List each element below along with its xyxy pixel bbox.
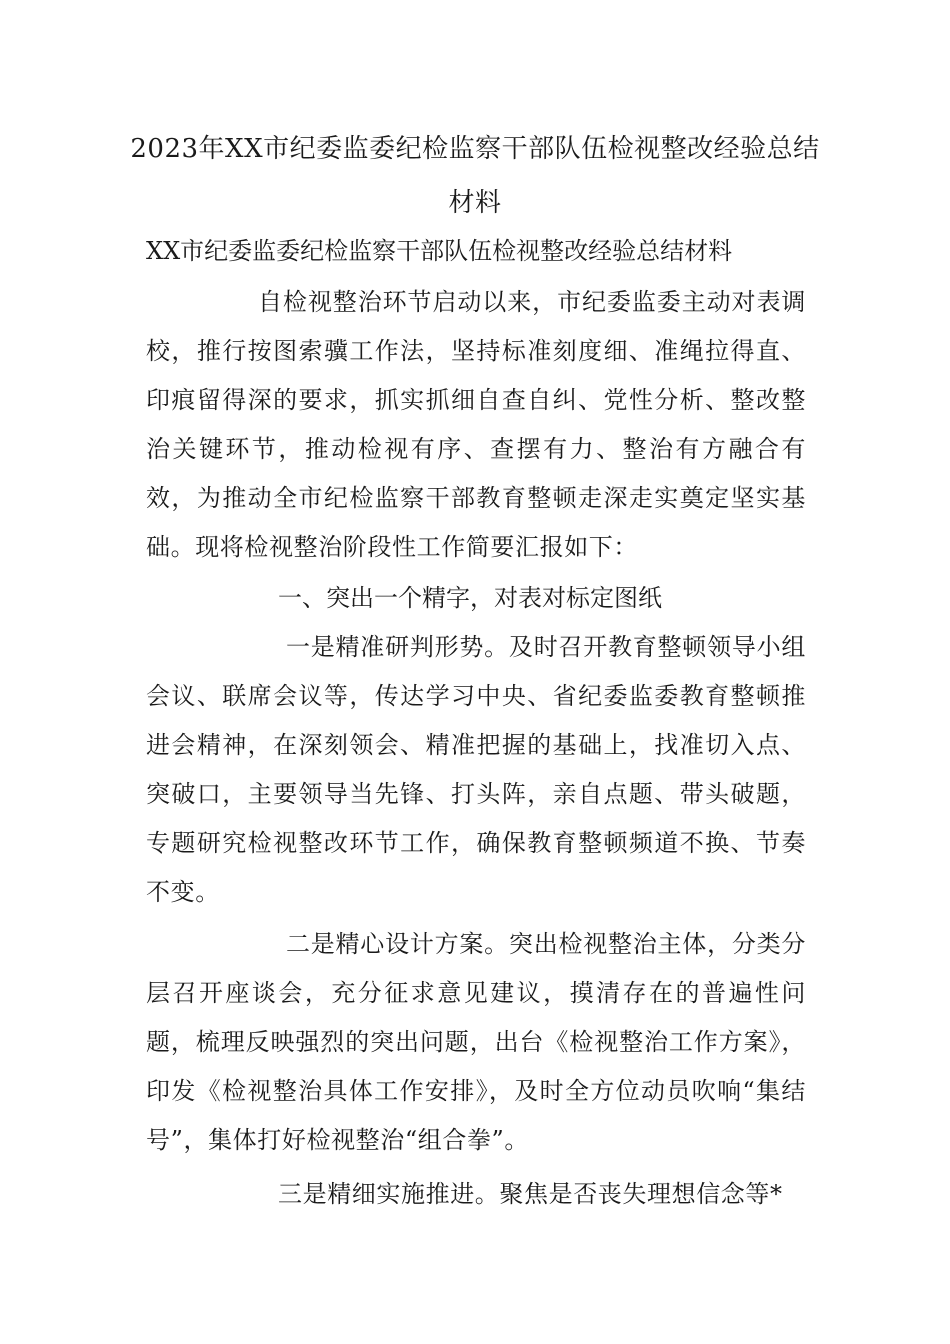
paragraph-3: 三是精细实施推进。聚焦是否丧失理想信念等* <box>278 1180 783 1208</box>
paragraph-1: 一是精准研判形势。及时召开教育整顿领导小组会议、联席会议等，传达学习中央、省纪委监委教育整顿推进会精神，在深刻领会、精准把握的基础上，找准切入点、突破口，主要领导当先锋、打头阵，亲自点题、带头破题，专题研究检视整改环节工作，确保教育整顿频道不换、节奏不变。 <box>146 633 806 906</box>
document-title: 2023年XX市纪委监委纪检监察干部队伍检视整改经验总结材料 <box>130 134 820 218</box>
section-heading-1: 一、突出一个精字，对表对标定图纸 <box>278 584 662 612</box>
document-subtitle: XX市纪委监委纪检监察干部队伍检视整改经验总结材料 <box>146 237 733 265</box>
paragraph-2: 二是精心设计方案。突出检视整治主体，分类分层召开座谈会，充分征求意见建议，摸清存在的普遍性问题，梳理反映强烈的突出问题，出台《检视整治工作方案》，印发《检视整治具体工作安排》，及时全方位动员吹响“集结号”，集体打好检视整治“组合拳”。 <box>146 930 806 1154</box>
intro-paragraph: 自检视整治环节启动以来，市纪委监委主动对表调校，推行按图索骥工作法，坚持标准刻度细、准绳拉得直、印痕留得深的要求，抓实抓细自查自纠、党性分析、整改整治关键环节，推动检视有序、查摆有力、整治有方融合有效，为推动全市纪检监察干部教育整顿走深走实奠定坚实基础。现将检视整治阶段性工作简要汇报如下： <box>146 288 806 561</box>
